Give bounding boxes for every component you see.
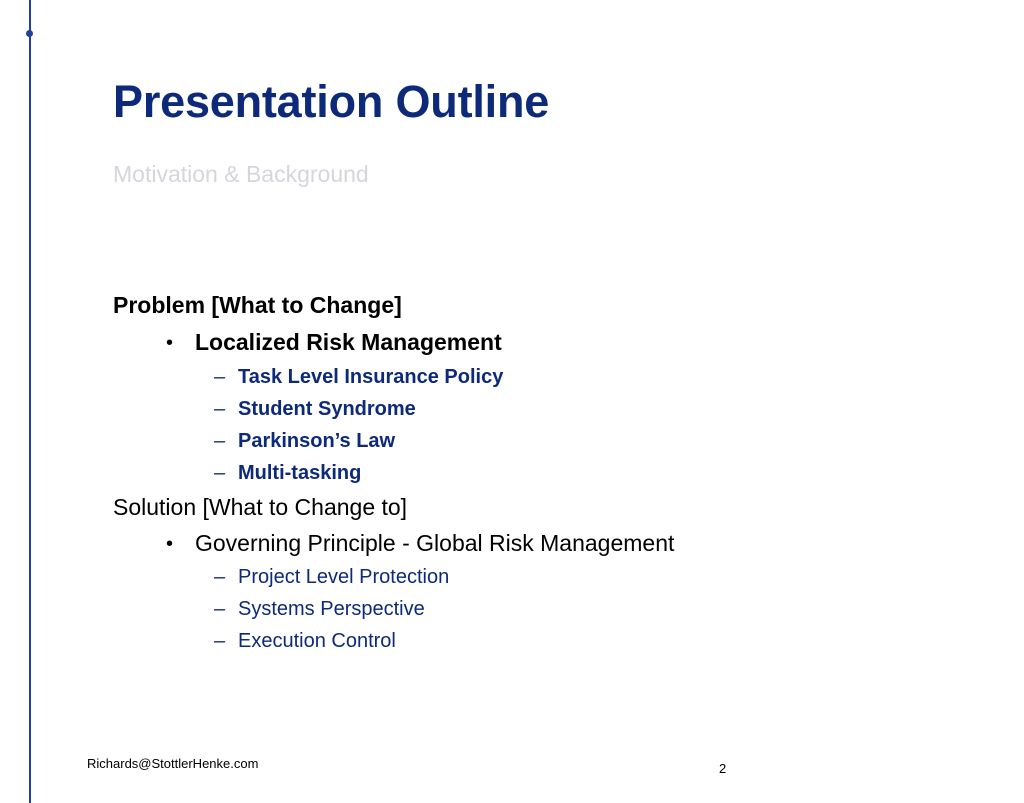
bullet-icon: •	[166, 533, 174, 555]
slide-title: Presentation Outline	[113, 76, 550, 127]
slide-subtitle: Motivation & Background	[113, 161, 369, 187]
dash-icon: –	[214, 462, 226, 484]
accent-dot-icon	[26, 30, 33, 37]
page-number: 2	[719, 761, 727, 776]
dash-icon: –	[214, 598, 226, 620]
bullet-icon: •	[166, 332, 174, 354]
problem-subitem: Parkinson’s Law	[238, 430, 396, 452]
footer-email: Richards@StottlerHenke.com	[87, 756, 259, 771]
problem-heading: Problem [What to Change]	[113, 292, 402, 318]
problem-bullet: Localized Risk Management	[195, 329, 502, 355]
dash-icon: –	[214, 398, 226, 420]
left-accent-rule	[29, 0, 31, 803]
solution-subitem: Project Level Protection	[238, 566, 450, 588]
problem-subitem: Student Syndrome	[238, 398, 416, 420]
solution-subitem: Execution Control	[238, 630, 396, 652]
problem-subitem: Task Level Insurance Policy	[238, 366, 504, 388]
problem-subitem: Multi-tasking	[238, 462, 362, 484]
dash-icon: –	[214, 430, 226, 452]
dash-icon: –	[214, 366, 226, 388]
solution-bullet: Governing Principle - Global Risk Management	[195, 530, 675, 556]
dash-icon: –	[214, 630, 226, 652]
solution-heading: Solution [What to Change to]	[113, 494, 408, 520]
dash-icon: –	[214, 566, 226, 588]
solution-subitem: Systems Perspective	[238, 598, 425, 620]
